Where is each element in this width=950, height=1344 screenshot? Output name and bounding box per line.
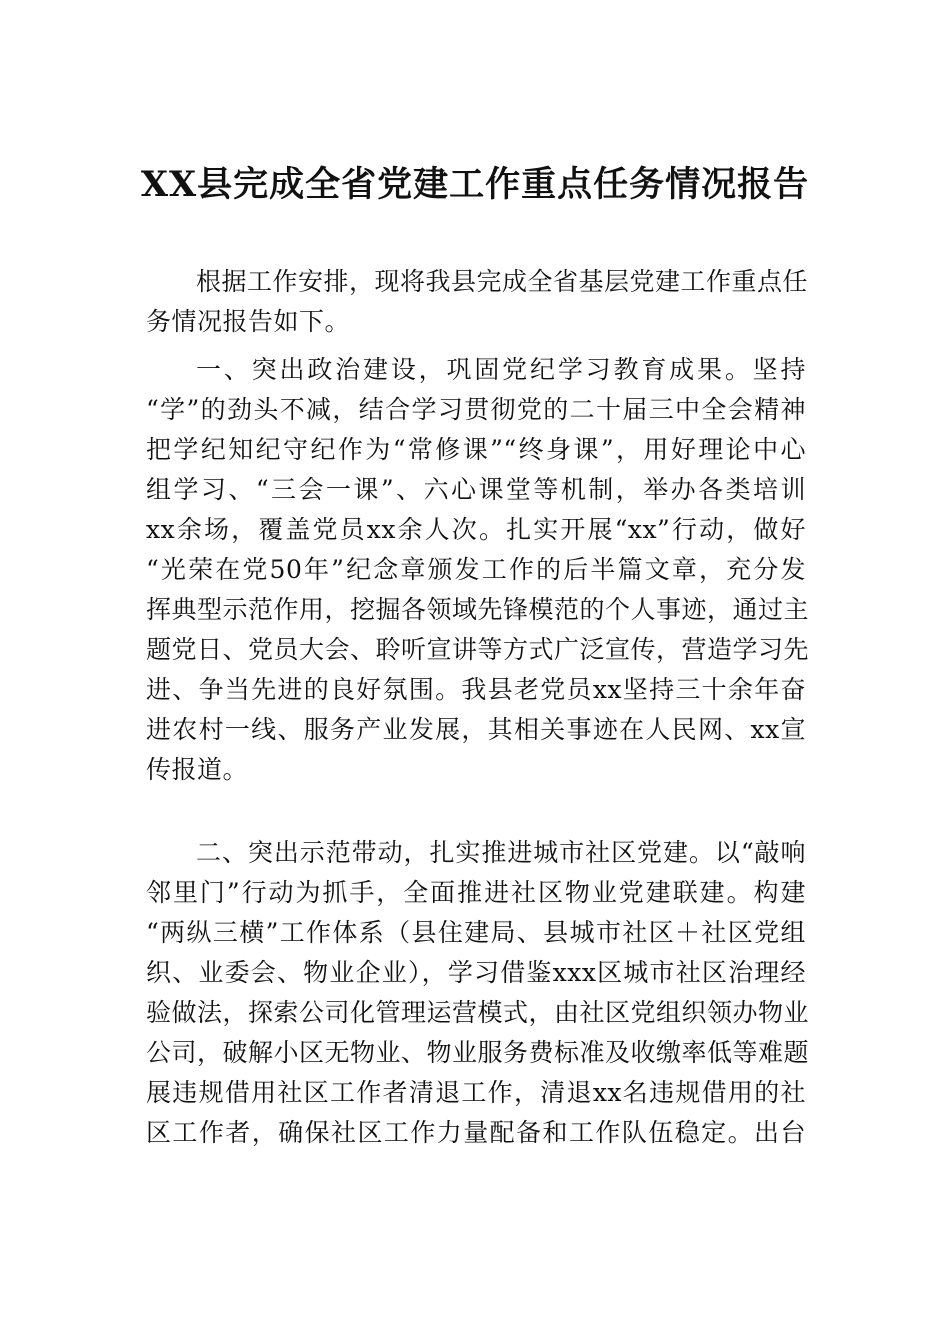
text-line: “学”的劲头不减，结合学习贯彻党的二十届三中全会精神 (146, 395, 806, 424)
text-line: 邻里门”行动为抓手，全面推进社区物业党建联建。构建 (146, 878, 806, 907)
text-line: 展违规借用社区工作者清退工作，清退xx名违规借用的社 (146, 1078, 806, 1107)
text-line: 一、突出政治建设，巩固党纪学习教育成果。坚持 (196, 355, 806, 384)
text-line: “两纵三横”工作体系（县住建局、县城市社区＋社区党组 (146, 918, 806, 947)
text-line: 挥典型示范作用，挖掘各领域先锋模范的个人事迹，通过主 (146, 595, 810, 624)
text-line: 织、业委会、物业企业），学习借鉴xxx区城市社区治理经 (146, 958, 806, 987)
text-line: 务情况报告如下。 (146, 307, 351, 336)
text-line: 传报道。 (146, 755, 249, 784)
text-line: 组学习、“三会一课”、六心课堂等机制，举办各类培训 (146, 475, 806, 504)
document-title: XX县完成全省党建工作重点任务情况报告 (140, 164, 810, 205)
text-line: xx余场，覆盖党员xx余人次。扎实开展“xx”行动，做好 (146, 515, 806, 544)
text-line: 把学纪知纪守纪作为“常修课”“终身课”，用好理论中心 (146, 435, 806, 464)
text-line: 根据工作安排，现将我县完成全省基层党建工作重点任 (196, 267, 809, 296)
text-line: “光荣在党50年”纪念章颁发工作的后半篇文章，充分发 (146, 555, 806, 584)
text-line: 进、争当先进的良好氛围。我县老党员xx坚持三十余年奋 (146, 675, 806, 704)
text-line: 区工作者，确保社区工作力量配备和工作队伍稳定。出台 (146, 1118, 806, 1147)
text-line: 验做法，探索公司化管理运营模式，由社区党组织领办物业 (146, 998, 810, 1027)
paragraph-intro (146, 262, 809, 342)
text-line: 题党日、党员大会、聆听宣讲等方式广泛宣传，营造学习先 (146, 635, 810, 664)
text-line: 二、突出示范带动，扎实推进城市社区党建。以“敲响 (196, 838, 806, 867)
text-line: 公司，破解小区无物业、物业服务费标准及收缴率低等难题 (146, 1038, 810, 1067)
paragraph-section-1 (146, 350, 810, 790)
text-line: 进农村一线、服务产业发展，其相关事迹在人民网、xx宣 (146, 715, 806, 744)
paragraph-section-2 (146, 833, 810, 1153)
